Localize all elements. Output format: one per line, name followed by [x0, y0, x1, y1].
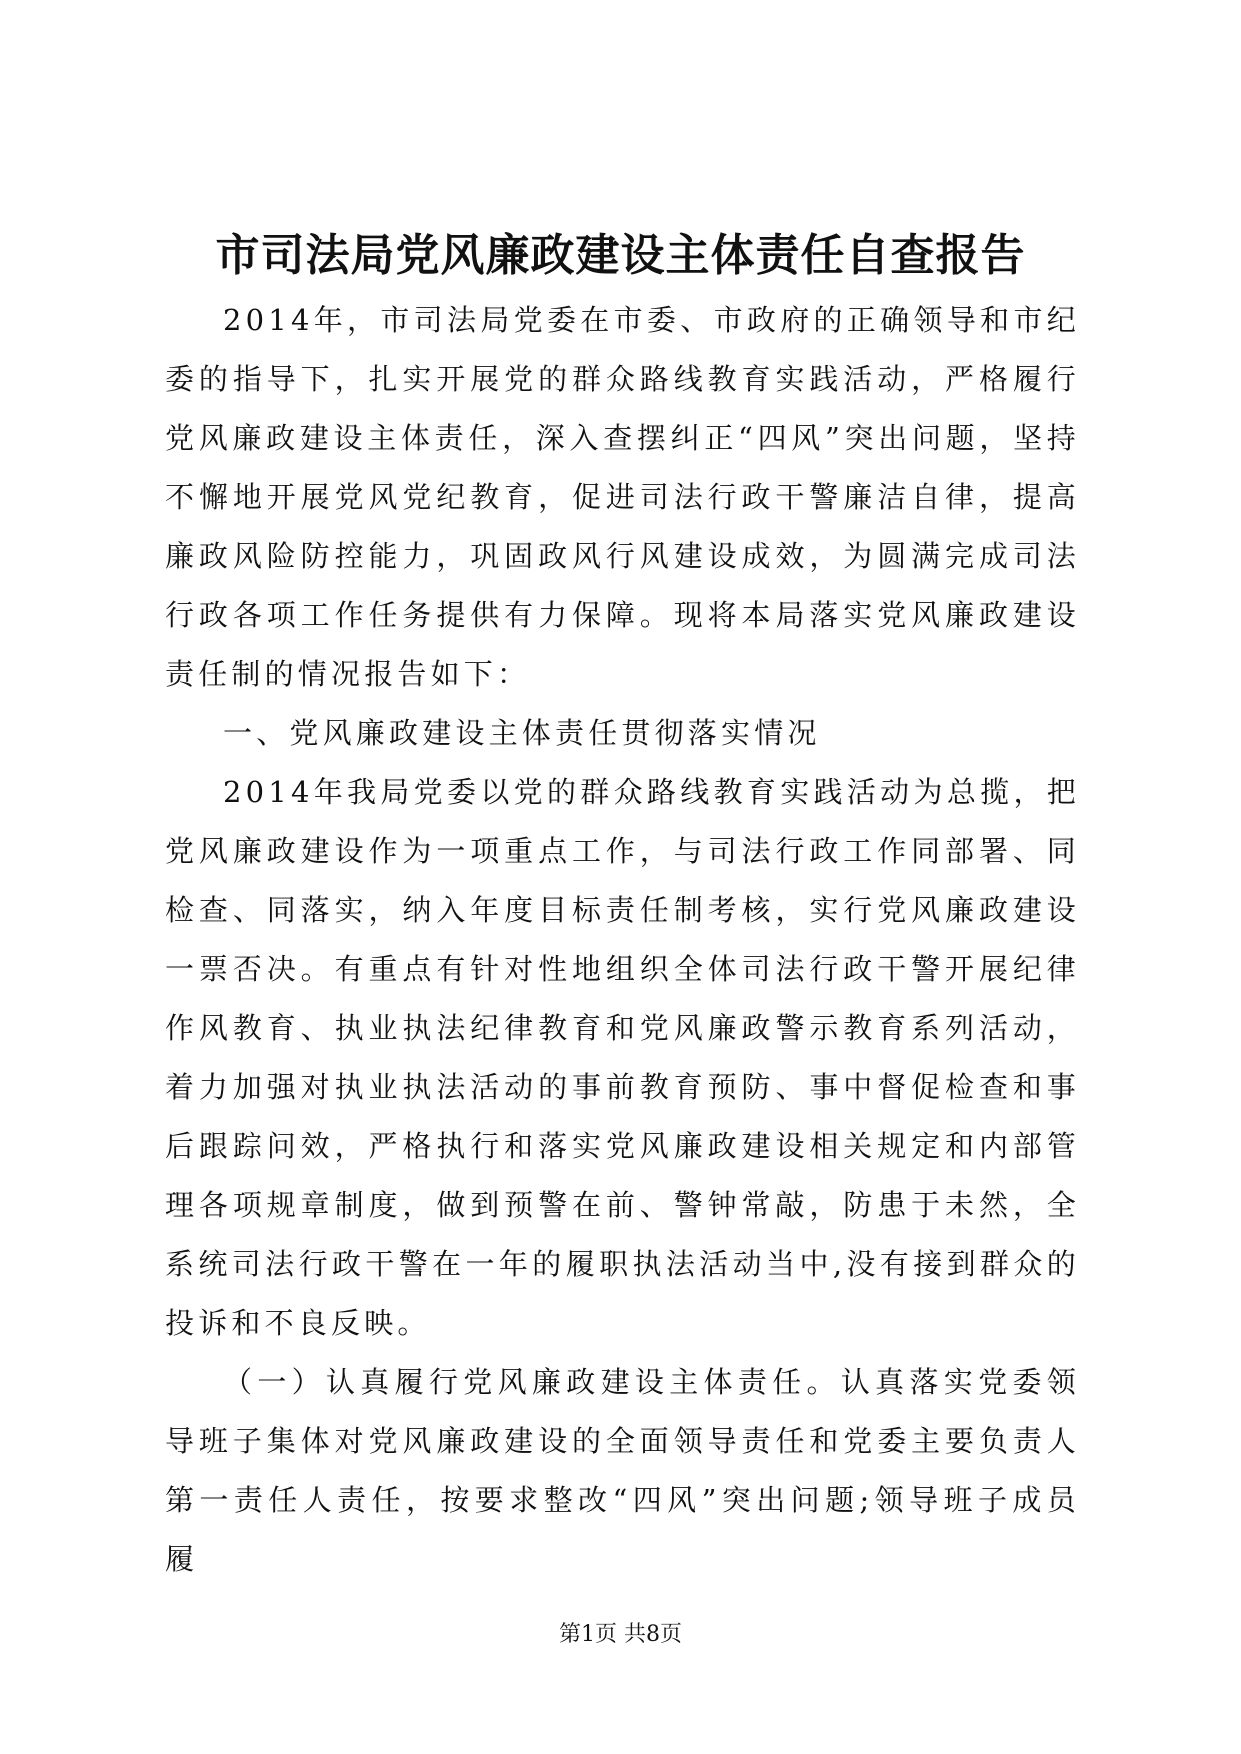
- document-body: [165, 291, 1080, 1589]
- paragraph-intro: 2014年，市司法局党委在市委、市政府的正确领导和市纪委的指导下，扎实开展党的群众路线教育实践活动，严格履行党风廉政建设主体责任，深入查摆纠正“四风”突出问题，坚持不懈地开展党风党纪教育，促进司法行政干警廉洁自律，提高廉政风险防控能力，巩固政风行风建设成效，为圆满完成司法行政各项工作任务提供有力保障。现将本局落实党风廉政建设责任制的情况报告如下：: [165, 303, 1080, 691]
- section-heading-one: 一、党风廉政建设主体责任贯彻落实情况: [223, 716, 821, 750]
- paragraph-section-one: 2014年我局党委以党的群众路线教育实践活动为总揽，把党风廉政建设作为一项重点工作，与司法行政工作同部署、同检查、同落实，纳入年度目标责任制考核，实行党风廉政建设一票否决。有重点有针对性地组织全体司法行政干警开展纪律作风教育、执业执法纪律教育和党风廉政警示教育系列活动，着力加强对执业执法活动的事前教育预防、事中督促检查和事后跟踪问效，严格执行和落实党风廉政建设相关规定和内部管理各项规章制度，做到预警在前、警钟常敲，防患于未然，全系统司法行政干警在一年的履职执法活动当中,没有接到群众的投诉和不良反映。: [165, 775, 1080, 1340]
- page-number-footer: 第1页 共8页: [559, 1622, 682, 1647]
- paragraph-subsection-one: （一）认真履行党风廉政建设主体责任。认真落实党委领导班子集体对党风廉政建设的全面领导责任和党委主要负责人第一责任人责任，按要求整改“四风”突出问题;领导班子成员履: [165, 1365, 1080, 1576]
- document-title: 市司法局党风廉政建设主体责任自查报告: [215, 230, 1026, 281]
